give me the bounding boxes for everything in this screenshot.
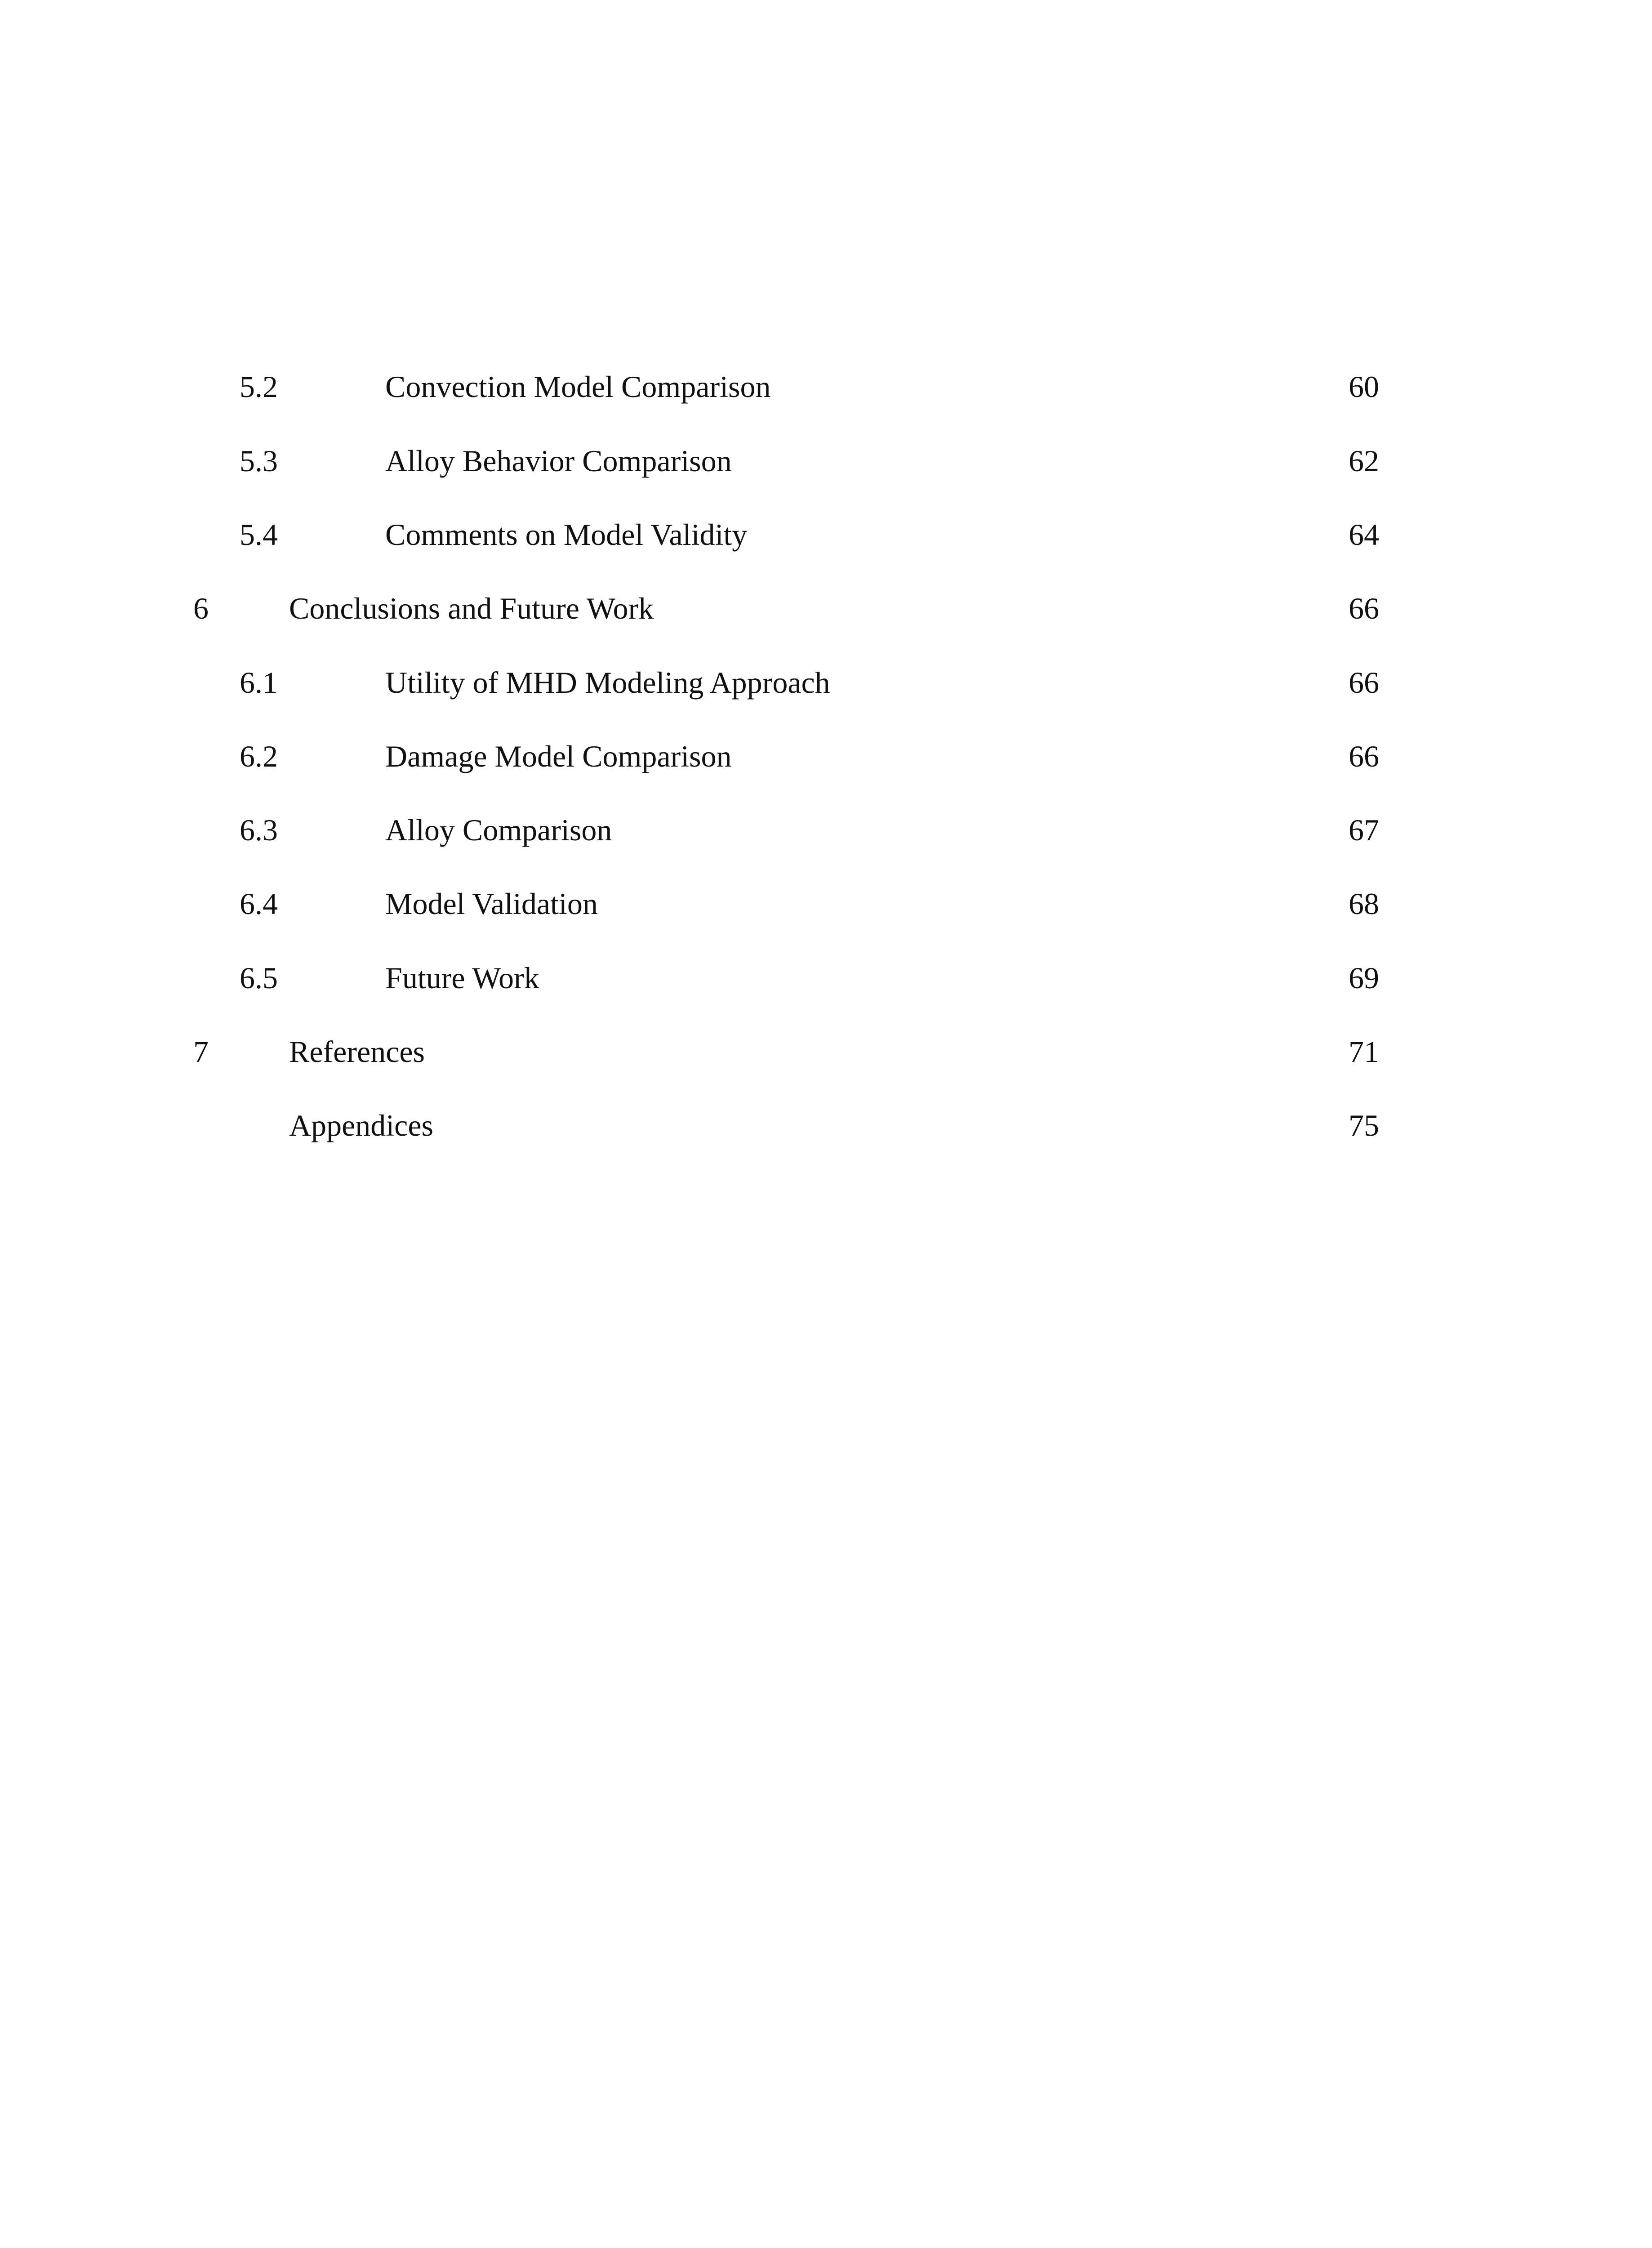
toc-entry-6 [0, 581, 1652, 635]
toc-entry-6-4 [0, 877, 1652, 931]
toc-entry-number: 7 [193, 1035, 209, 1069]
toc-entry-number: 6.3 [240, 813, 278, 847]
toc-entry-page: 67 [1349, 813, 1379, 847]
toc-entry-appendices [0, 1098, 1652, 1152]
toc-entry-title: Convection Model Comparison [385, 370, 771, 404]
toc-entry-number: 5.4 [240, 517, 278, 552]
toc-entry-6-3 [0, 803, 1652, 857]
toc-entry-title: Model Validation [385, 887, 598, 921]
toc-entry-page: 66 [1349, 739, 1379, 773]
toc-entry-number: 6 [193, 591, 209, 625]
toc-entry-number: 6.4 [240, 887, 278, 921]
toc-entry-number: 6.2 [240, 739, 278, 773]
toc-entry-page: 66 [1349, 665, 1379, 700]
toc-entry-number: 6.5 [240, 961, 278, 995]
toc-entry-title: Conclusions and Future Work [289, 591, 654, 625]
toc-entry-page: 66 [1349, 591, 1379, 625]
toc-entry-title: Alloy Comparison [385, 813, 612, 847]
toc-entry-title: Utility of MHD Modeling Approach [385, 665, 830, 700]
toc-entry-page: 75 [1349, 1108, 1379, 1142]
toc-entry-page: 60 [1349, 370, 1379, 404]
toc-entry-page: 71 [1349, 1035, 1379, 1069]
toc-entry-page: 68 [1349, 887, 1379, 921]
toc-entry-number: 5.2 [240, 370, 278, 404]
toc-entry-title: Appendices [289, 1108, 434, 1142]
toc-entry-page: 69 [1349, 961, 1379, 995]
toc-entry-title: Comments on Model Validity [385, 517, 748, 552]
toc-entry-title: Future Work [385, 961, 539, 995]
toc-entry-title: References [289, 1035, 425, 1069]
toc-entry-page: 62 [1349, 444, 1379, 478]
toc-entry-7 [0, 1025, 1652, 1079]
toc-entry-title: Damage Model Comparison [385, 739, 732, 773]
toc-entry-5-4 [0, 508, 1652, 562]
toc-entry-6-1 [0, 656, 1652, 709]
toc-entry-5-2 [0, 360, 1652, 414]
toc-entry-6-2 [0, 729, 1652, 783]
toc-entry-number: 5.3 [240, 444, 278, 478]
toc-entry-title: Alloy Behavior Comparison [385, 444, 732, 478]
toc-entry-5-3 [0, 434, 1652, 488]
toc-entry-6-5 [0, 951, 1652, 1005]
toc-entry-number: 6.1 [240, 665, 278, 700]
toc-entry-page: 64 [1349, 517, 1379, 552]
